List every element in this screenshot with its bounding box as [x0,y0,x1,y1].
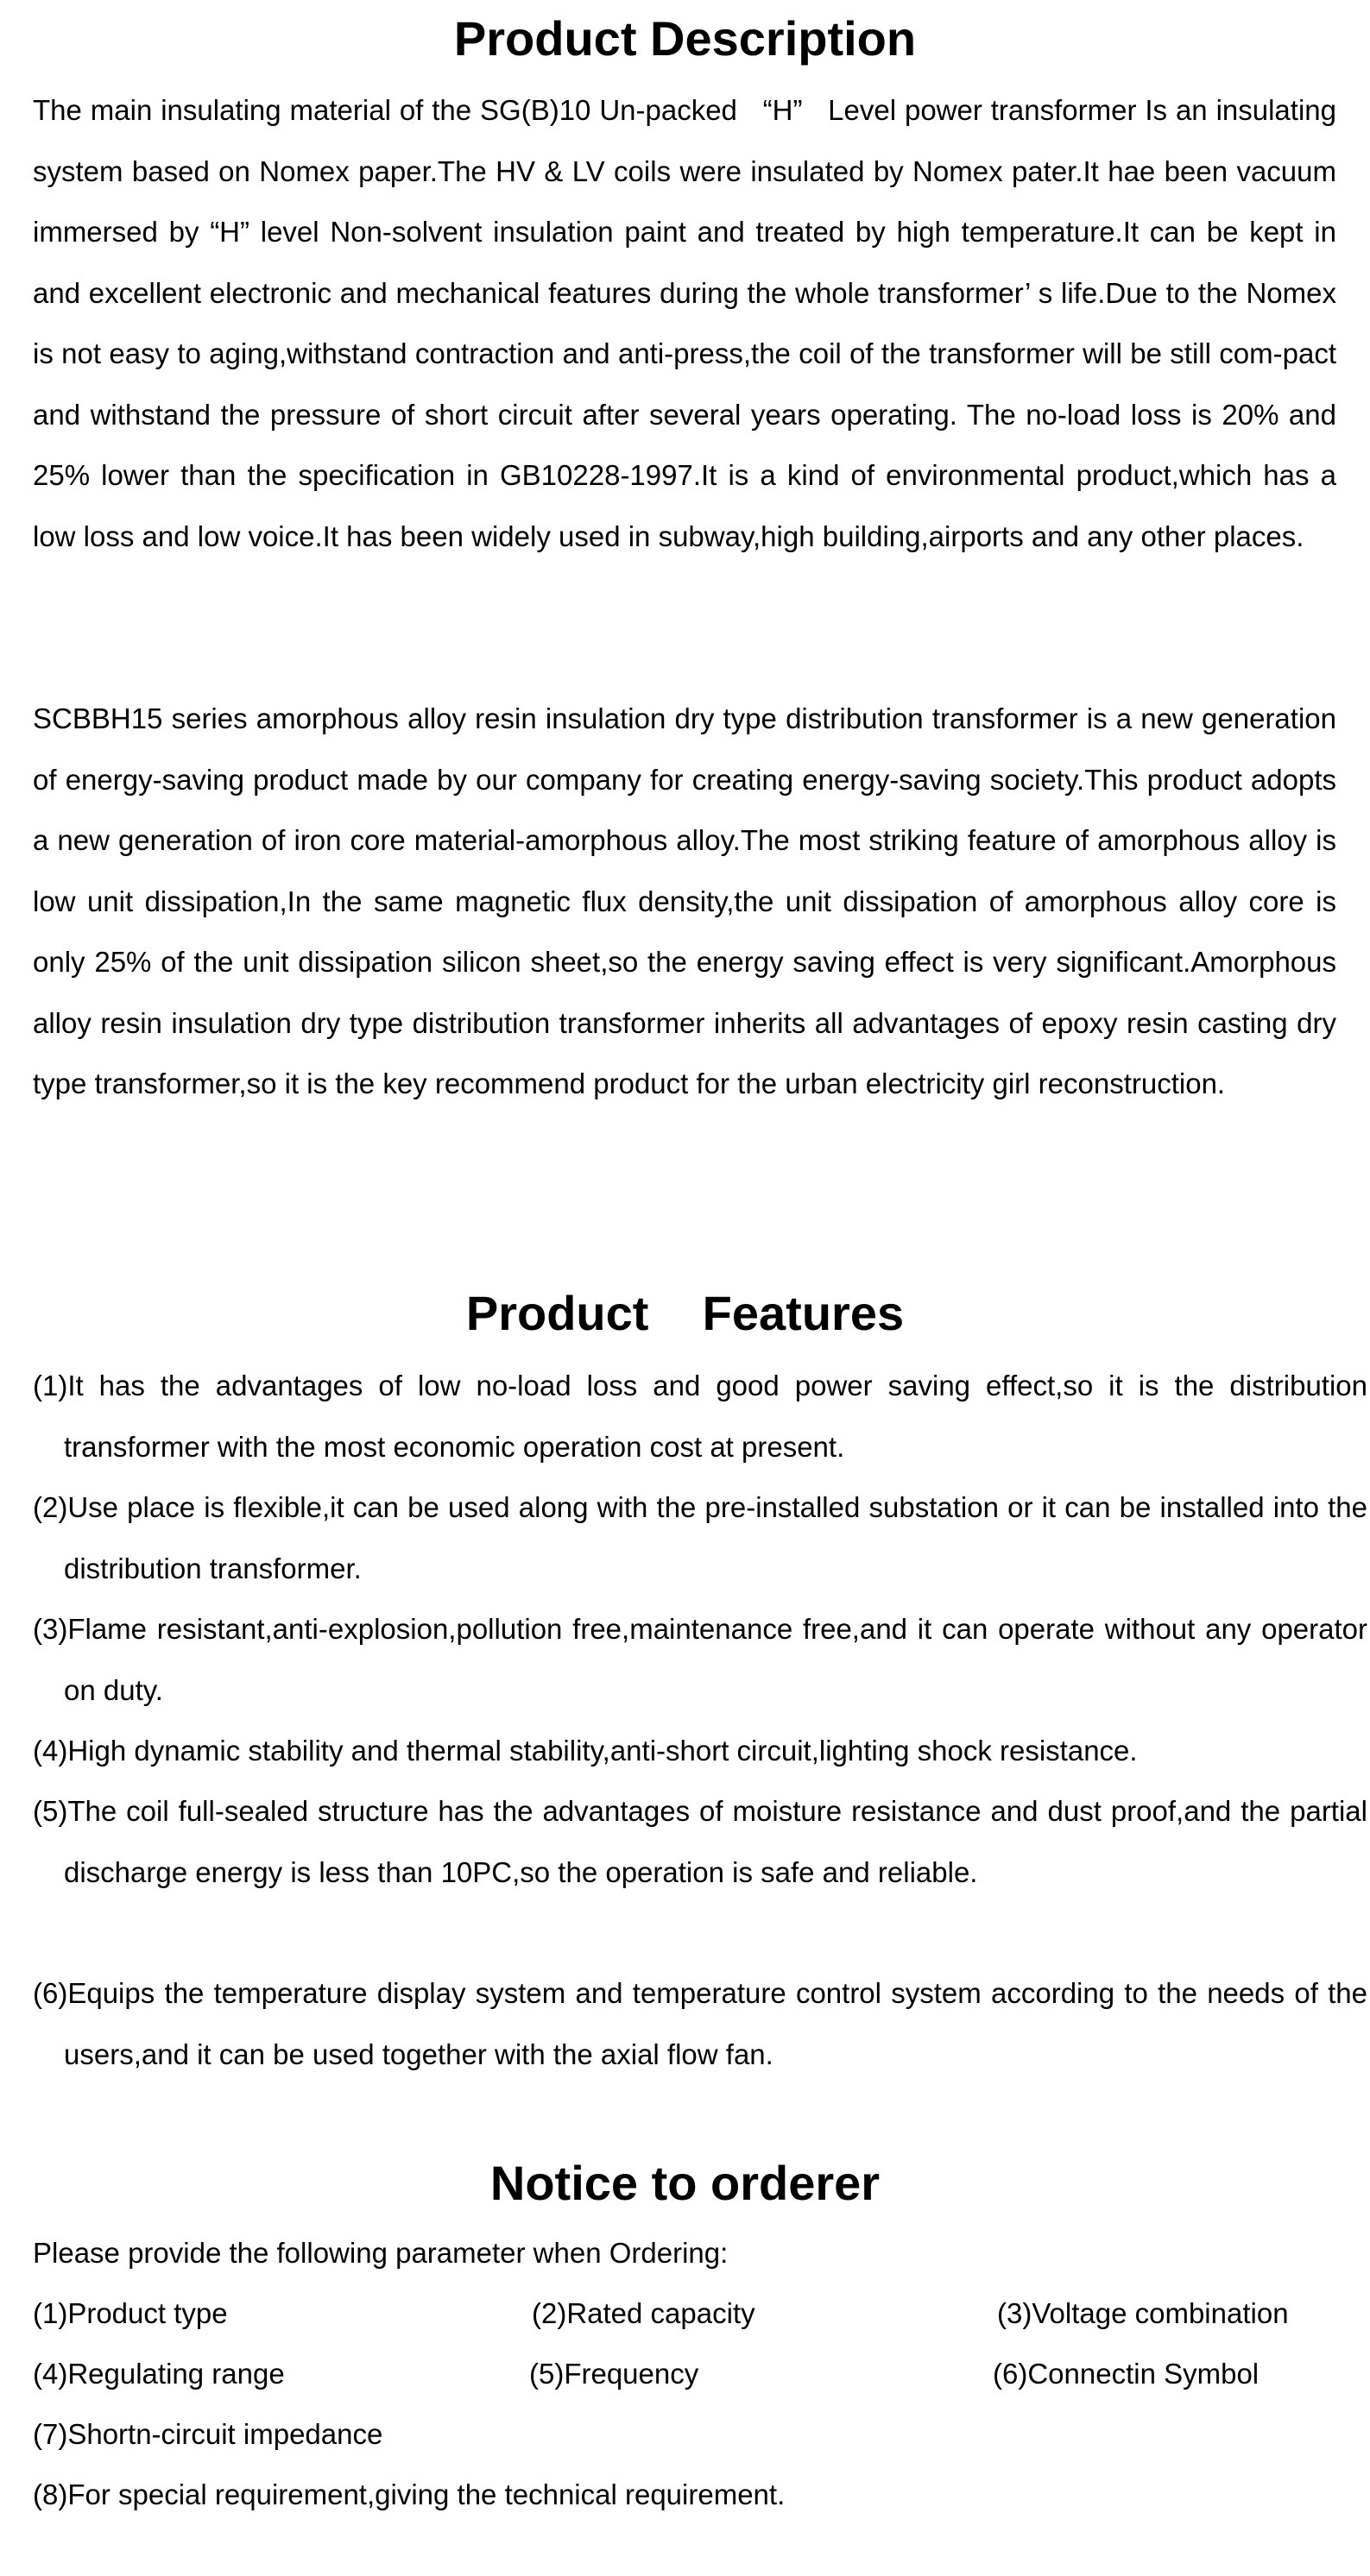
feature-item-5: (5)The coil full-sealed structure has the advantages of moisture resistance and dust proof,and the partial discharge energy is less than 10PC,so the operation is safe and reliable. [33,1795,1367,1888]
description-paragraph-2: SCBBH15 series amorphous alloy resin insulation dry type distribution transformer is a new generation of energy-saving product made by our company for creating energy-saving society.This product adopts a new generation of iron core material-amorphous alloy.The most striking feature of amorphous alloy is low unit dissipation,In the same magnetic flux density,the unit dissipation of amorphous alloy core is only 25% of the unit dissipation silicon sheet,so the energy saving effect is very significant.Amorphous alloy resin insulation dry type distribution transformer inherits all advantages of epoxy resin casting dry type transformer,so it is the key recommend product for the urban electricity girl reconstruction. [33,702,1336,1099]
param-rated-capacity: (2)Rated capacity [532,2297,755,2329]
product-features-title: Product Features [465,1286,905,1340]
feature-item-2: (2)Use place is flexible,it can be used along with the pre-installed substation or it can be installed into the distribution transformer. [33,1491,1367,1584]
notice-title: Notice to orderer [489,2156,881,2210]
param-product-type: (1)Product type [33,2297,228,2329]
notice-intro: Please provide the following parameter when Ordering: [33,2237,729,2269]
param-short-circuit-impedance: (7)Shortn-circuit impedance [33,2418,383,2450]
param-regulating-range: (4)Regulating range [33,2358,285,2390]
param-voltage-combination: (3)Voltage combination [997,2297,1289,2329]
product-description-title: Product Description [453,11,917,66]
description-paragraph-1: The main insulating material of the SG(B)10 Un-packed “H” Level power transformer Is an insulating system based on Nomex paper.The HV & LV coils were insulated by Nomex pater.It hae been vacuum immersed by “H” level Non-solvent insulation paint and treated by high temperature.It can be kept in and excellent electronic and mechanical features during the whole transformer’ s life.Due to the Nomex is not easy to aging,withstand contraction and anti-press,the coil of the transformer will be still com-pact and withstand the pressure of short circuit after several years operating. The no-load loss is 20% and 25% lower than the specification in GB10228-1997.It is a kind of environmental product,which has a low loss and low voice.It has been widely used in subway,high building,airports and any other places. [33,94,1336,552]
param-special-requirement: (8)For special requirement,giving the technical requirement. [33,2478,786,2510]
param-connection-symbol: (6)Connectin Symbol [993,2358,1260,2390]
feature-item-6: (6)Equips the temperature display system and temperature control system according to the needs of the users,and it can be used together with the axial flow fan. [33,1977,1367,2070]
feature-item-1: (1)It has the advantages of low no-load loss and good power saving effect,so it is the distribution transformer with the most economic operation cost at present. [33,1370,1367,1463]
feature-item-3: (3)Flame resistant,anti-explosion,pollution free,maintenance free,and it can operate without any operator on duty. [33,1613,1367,1706]
feature-item-4: (4)High dynamic stability and thermal stability,anti-short circuit,lighting shock resistance. [33,1735,1138,1767]
param-frequency: (5)Frequency [529,2358,699,2390]
